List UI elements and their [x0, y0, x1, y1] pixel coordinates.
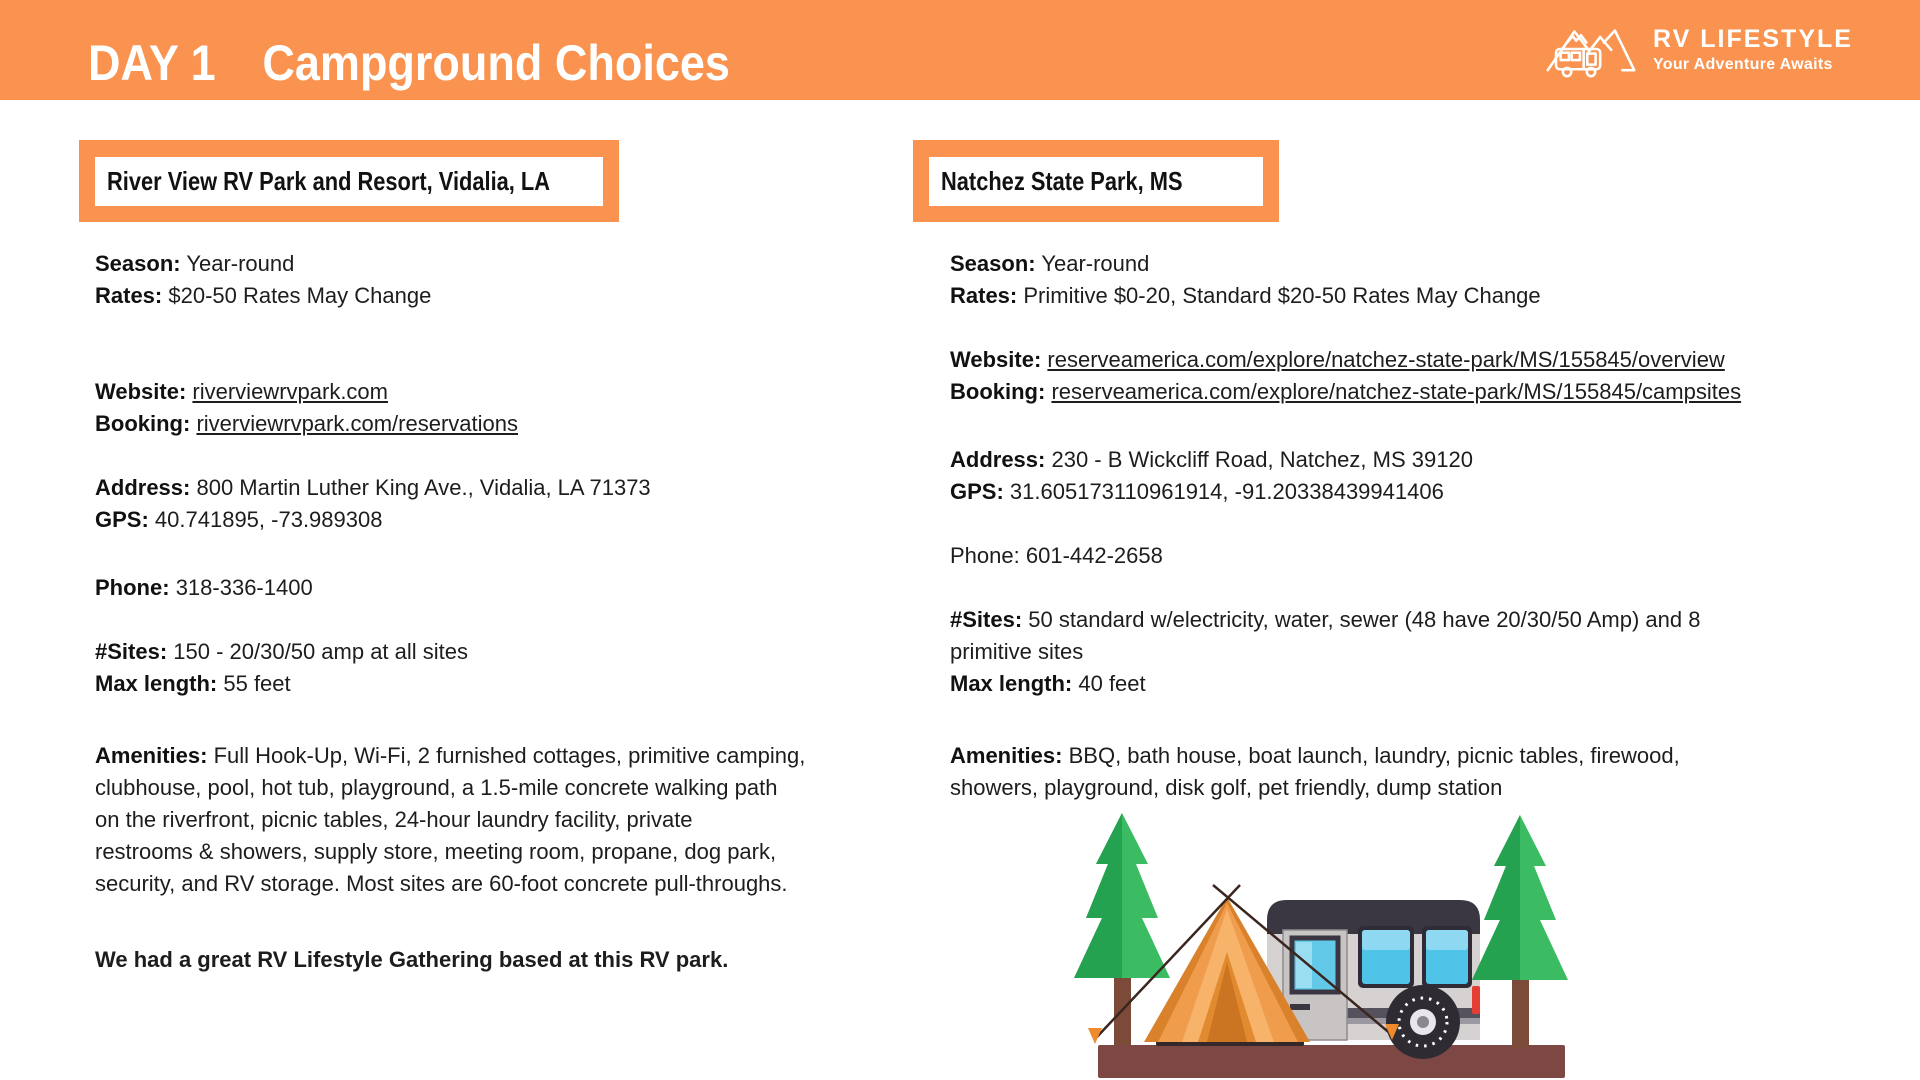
website-link[interactable]: reserveamerica.com/explore/natchez-state-park/MS/155845/overview — [1047, 347, 1725, 372]
season-value: Year-round — [186, 251, 295, 276]
brand-tagline: Your Adventure Awaits — [1653, 55, 1833, 73]
sites-label: #Sites: — [950, 607, 1023, 632]
max-length-label: Max length: — [95, 671, 218, 696]
rates-label: Rates: — [95, 283, 163, 308]
sites-line: 50 standard w/electricity, water, sewer (48 have 20/30/50 Amp) and 8 — [1028, 607, 1701, 632]
amenities-line: BBQ, bath house, boat launch, laundry, picnic tables, firewood, — [1068, 743, 1680, 768]
address-label: Address: — [95, 475, 191, 500]
sites-field — [95, 636, 955, 700]
website-booking-field — [95, 376, 955, 440]
phone-field — [950, 540, 1850, 572]
park-title-box-natchez — [913, 140, 1279, 222]
ground-strip — [1098, 1045, 1565, 1078]
day-label: DAY 1 — [88, 35, 216, 91]
booking-link[interactable]: reserveamerica.com/explore/natchez-state-park/MS/155845/campsites — [1051, 379, 1742, 404]
park-name-riverview: River View RV Park and Resort, Vidalia, LA — [107, 165, 551, 196]
amenities-line: restrooms & showers, supply store, meeting room, propane, dog park, — [95, 839, 777, 864]
park-title-box-riverview — [79, 140, 619, 222]
max-length-value: 55 feet — [223, 671, 291, 696]
amenities-label: Amenities: — [950, 743, 1063, 768]
max-length-value: 40 feet — [1078, 671, 1146, 696]
page-title-row — [88, 34, 730, 92]
header-bar — [0, 0, 1920, 100]
amenities-field — [950, 740, 1850, 804]
rates-label: Rates: — [950, 283, 1018, 308]
pine-tree-icon — [1074, 813, 1170, 1051]
booking-label: Booking: — [95, 411, 191, 436]
park-details-natchez — [950, 248, 1850, 804]
phone-value: 318-336-1400 — [175, 575, 313, 600]
amenities-field — [95, 740, 955, 900]
phone-value: 601-442-2658 — [1025, 543, 1163, 568]
season-rates-field — [950, 248, 1850, 312]
address-label: Address: — [950, 447, 1046, 472]
address-value: 230 - B Wickcliff Road, Natchez, MS 39120 — [1051, 447, 1473, 472]
amenities-line: clubhouse, pool, hot tub, playground, a 1.5-mile concrete walking path — [95, 775, 778, 800]
address-gps-field — [95, 472, 955, 536]
website-label: Website: — [95, 379, 187, 404]
campsite-illustration — [1070, 806, 1570, 1080]
rates-value: $20-50 Rates May Change — [168, 283, 432, 308]
amenities-label: Amenities: — [95, 743, 208, 768]
address-value: 800 Martin Luther King Ave., Vidalia, LA 71373 — [196, 475, 651, 500]
website-booking-field — [950, 344, 1850, 408]
season-label: Season: — [95, 251, 181, 276]
sites-label: #Sites: — [95, 639, 168, 664]
page-title: Campground Choices — [262, 35, 730, 91]
tent-stake-icon — [1088, 1028, 1102, 1044]
season-label: Season: — [950, 251, 1036, 276]
gps-value: 31.605173110961914, -91.20338439941406 — [1009, 479, 1444, 504]
brand-name: RV LIFESTYLE — [1653, 24, 1853, 53]
booking-label: Booking: — [950, 379, 1046, 404]
rv-lifestyle-logo — [1545, 16, 1853, 82]
address-gps-field — [950, 444, 1850, 508]
sites-line: primitive sites — [950, 639, 1084, 664]
amenities-line: showers, playground, disk golf, pet friendly, dump station — [950, 775, 1503, 800]
sites-value: 150 - 20/30/50 amp at all sites — [173, 639, 469, 664]
website-label: Website: — [950, 347, 1042, 372]
rates-value: Primitive $0-20, Standard $20-50 Rates May Change — [1023, 283, 1541, 308]
sites-field — [950, 604, 1850, 700]
season-rates-field — [95, 248, 955, 312]
park-details-riverview — [95, 248, 955, 976]
phone-label: Phone: — [95, 575, 170, 600]
website-link[interactable]: riverviewrvpark.com — [192, 379, 388, 404]
gps-label: GPS: — [95, 507, 149, 532]
season-value: Year-round — [1041, 251, 1150, 276]
pine-tree-icon — [1472, 815, 1568, 1048]
gathering-note: We had a great RV Lifestyle Gathering based at this RV park. — [95, 947, 729, 972]
amenities-line: Full Hook-Up, Wi-Fi, 2 furnished cottages, primitive camping, — [213, 743, 806, 768]
booking-link[interactable]: riverviewrvpark.com/reservations — [196, 411, 518, 436]
park-name-natchez: Natchez State Park, MS — [941, 165, 1183, 196]
amenities-line: security, and RV storage. Most sites are 60-foot concrete pull-throughs. — [95, 871, 788, 896]
max-length-label: Max length: — [950, 671, 1073, 696]
phone-label: Phone: — [950, 543, 1020, 568]
rv-logo-icon — [1545, 16, 1637, 82]
gps-value: 40.741895, -73.989308 — [154, 507, 383, 532]
phone-field — [95, 572, 955, 604]
amenities-line: on the riverfront, picnic tables, 24-hour laundry facility, private — [95, 807, 693, 832]
gps-label: GPS: — [950, 479, 1004, 504]
